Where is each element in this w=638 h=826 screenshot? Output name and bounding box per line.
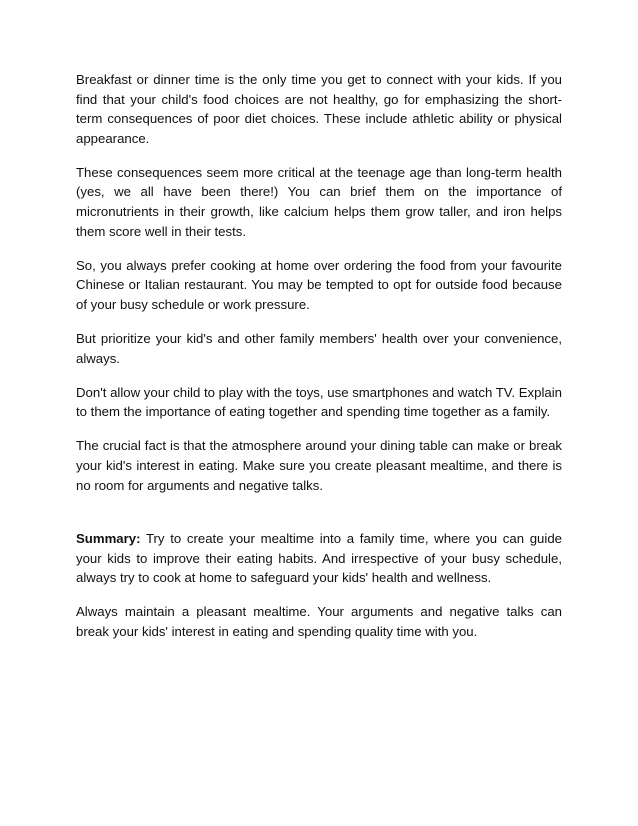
paragraph-dining-atmosphere: The crucial fact is that the atmosphere around your dining table can make or break your kid's interest in eating. Make sure you create pleasant mealtime, and there is no room for arguments and negative talks.: [76, 438, 562, 493]
paragraph-prioritize-health: But prioritize your kid's and other family members' health over your convenience, always.: [76, 331, 562, 366]
paragraph-cook-at-home: So, you always prefer cooking at home over ordering the food from your favourite Chinese or Italian restaurant. You may be tempted to opt for outside food because of your busy schedule or work pressure.: [76, 257, 562, 312]
document-body: [76, 70, 562, 656]
paragraph-consequences: These consequences seem more critical at the teenage age than long-term health (yes, we all have been there!) You can brief them on the importance of micronutrients in their growth, like calcium helps them grow taller, and iron helps them score well in their tests.: [76, 164, 562, 239]
paragraph-no-distractions: Don't allow your child to play with the toys, use smartphones and watch TV. Explain to them the importance of eating together and spending time together as a family.: [76, 384, 562, 420]
summary-label: Summary:: [76, 531, 141, 547]
paragraph-connect-with-kids: Breakfast or dinner time is the only time you get to connect with your kids. If you find that your child's food choices are not healthy, go for emphasizing the short-term consequences of poor diet choices. These include athletic ability or physical appearance.: [76, 72, 562, 146]
closing-paragraph: Always maintain a pleasant mealtime. Your arguments and negative talks can break your kids' interest in eating and spending quality time with you.: [76, 604, 562, 640]
summary-text: Try to create your mealtime into a family time, where you can guide your kids to improve their eating habits. And irrespective of your busy schedule, always try to cook at home to safeguard your kids' health and wellness.: [76, 531, 562, 586]
summary-paragraph: [76, 529, 562, 588]
